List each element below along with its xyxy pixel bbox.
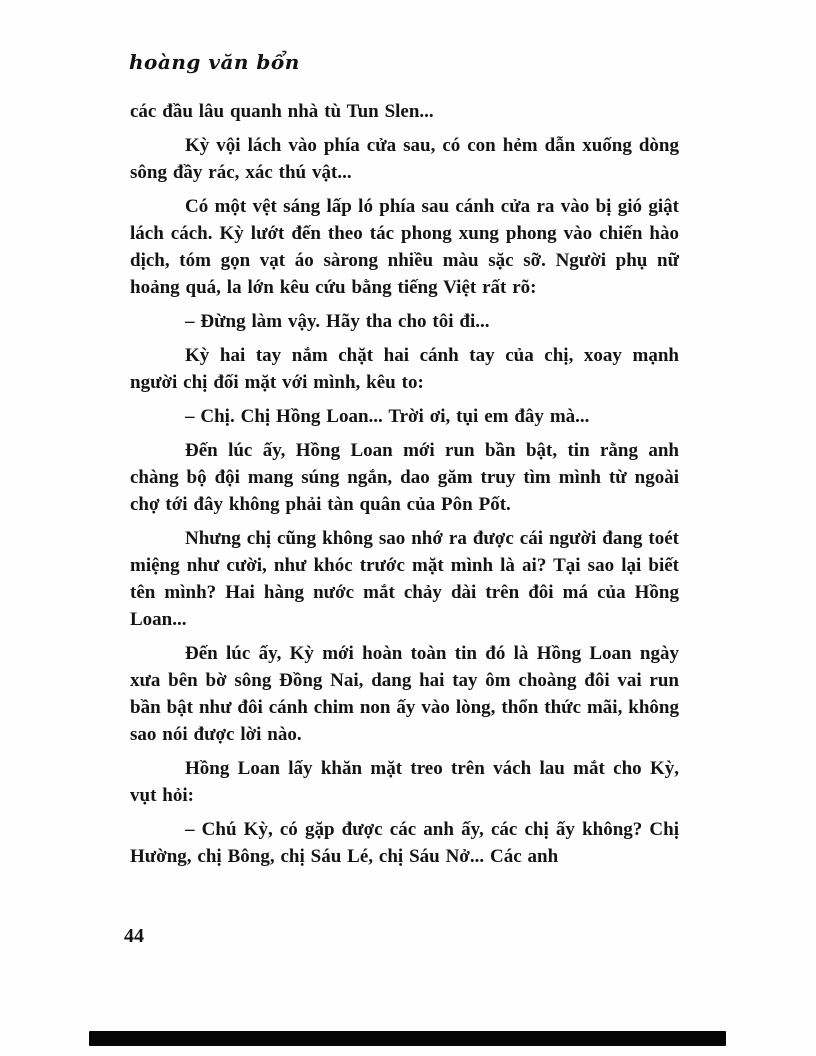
paragraph: Kỳ vội lách vào phía cửa sau, có con hẻm dẫn xuống dòng sông đầy rác, xác thú vật...	[130, 135, 679, 183]
paragraph: Nhưng chị cũng không sao nhớ ra được cái người đang toét miệng như cười, như khóc trước mặt mình là ai? Tại sao lại biết tên mình? Hai hàng nước mắt chảy dài trên đôi má của Hồng Loan...	[130, 528, 679, 630]
paragraph: – Chị. Chị Hồng Loan... Trời ơi, tụi em đây mà...	[185, 406, 590, 427]
scan-artifact-bar	[89, 1031, 726, 1046]
page-number: 44	[124, 925, 144, 947]
running-header-author: hoàng văn bổn	[129, 50, 300, 74]
body-text-block	[130, 98, 679, 877]
paragraph: các đầu lâu quanh nhà tù Tun Slen...	[130, 101, 434, 122]
paragraph: Đến lúc ấy, Kỳ mới hoàn toàn tin đó là Hồng Loan ngày xưa bên bờ sông Đồng Nai, dang hai tay ôm choàng đôi vai run bần bật như đôi cánh chim non ấy vào lòng, thổn thức mãi, không sao nói được lời nào.	[130, 643, 679, 745]
paragraph: Kỳ hai tay nắm chặt hai cánh tay của chị, xoay mạnh người chị đối mặt với mình, kêu to:	[130, 345, 679, 393]
paragraph: Đến lúc ấy, Hồng Loan mới run bần bật, tin rằng anh chàng bộ đội mang súng ngắn, dao găm truy tìm mình từ ngoài chợ tới đây không phải tàn quân của Pôn Pốt.	[130, 440, 679, 515]
paragraph: Có một vệt sáng lấp ló phía sau cánh cửa ra vào bị gió giật lách cách. Kỳ lướt đến theo tác phong xung phong vào chiến hào dịch, tóm gọn vạt áo sàrong nhiều màu sặc sỡ. Người phụ nữ hoảng quá, la lớn kêu cứu bằng tiếng Việt rất rõ:	[130, 196, 679, 298]
paragraph: – Chú Kỳ, có gặp được các anh ấy, các chị ấy không? Chị Hường, chị Bông, chị Sáu Lé, chị Sáu Nở... Các anh	[130, 819, 679, 867]
paragraph: – Đừng làm vậy. Hãy tha cho tôi đi...	[185, 311, 490, 332]
paragraph: Hồng Loan lấy khăn mặt treo trên vách lau mắt cho Kỳ, vụt hỏi:	[130, 758, 679, 806]
